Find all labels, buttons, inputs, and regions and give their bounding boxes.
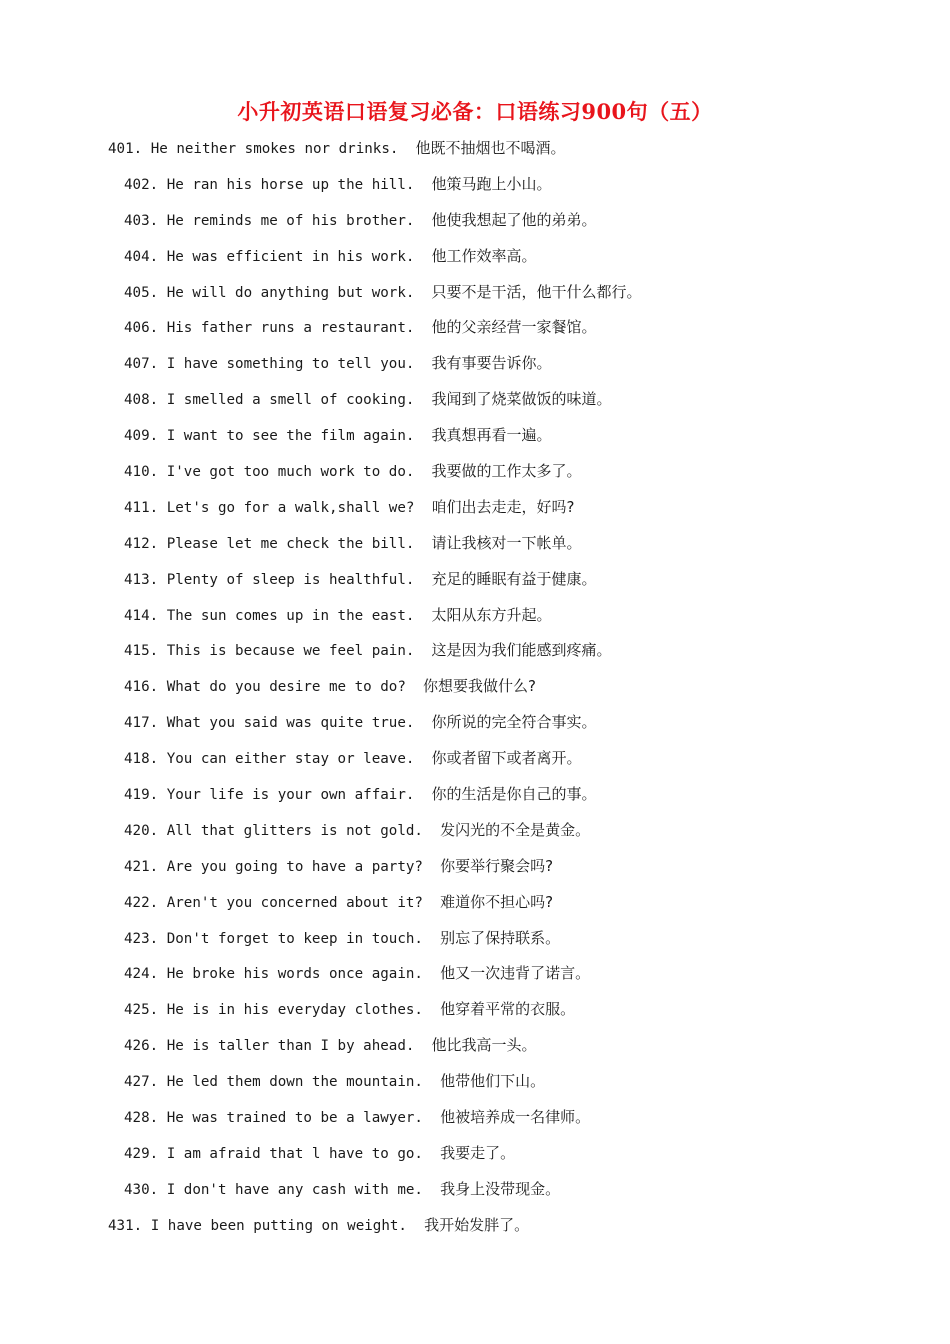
sentence-english: He will do anything but work. — [166, 284, 415, 301]
sentence-chinese: 他带他们下山。 — [440, 1072, 546, 1091]
sentence-row — [0, 995, 950, 1031]
sentence-english: What you said was quite true. — [166, 715, 415, 732]
sentence-english: He ran his horse up the hill. — [166, 176, 415, 193]
sentence-chinese: 你或者留下或者离开。 — [431, 749, 582, 768]
sentence-chinese: 他的父亲经营一家餐馆。 — [431, 318, 597, 337]
sentence-row — [0, 313, 950, 349]
sentence-number: 419. — [124, 787, 159, 804]
sentence-chinese: 他被培养成一名律师。 — [440, 1108, 591, 1127]
document-title: 小升初英语口语复习必备：口语练习900句（五） — [237, 99, 713, 124]
sentence-number: 421. — [124, 858, 159, 875]
sentence-chinese: 只要不是干活，他干什么都行。 — [431, 282, 642, 301]
sentence-row — [0, 1031, 950, 1067]
sentence-row — [0, 134, 950, 170]
sentence-english: He led them down the mountain. — [166, 1074, 423, 1091]
sentence-number: 415. — [124, 643, 159, 660]
sentence-chinese: 我真想再看一遍。 — [431, 426, 552, 445]
sentence-english: The sun comes up in the east. — [166, 607, 415, 624]
sentence-number: 429. — [124, 1145, 159, 1162]
sentence-chinese: 咱们出去走走，好吗? — [431, 497, 575, 516]
sentence-number: 406. — [124, 320, 159, 337]
sentence-number: 431. — [108, 1217, 143, 1234]
sentence-number: 430. — [124, 1181, 159, 1198]
sentence-number: 418. — [124, 751, 159, 768]
sentence-english: Let's go for a walk,shall we? — [166, 499, 415, 516]
sentence-number: 411. — [124, 499, 159, 516]
sentence-english: I have something to tell you. — [166, 356, 415, 373]
sentence-english: He is taller than I by ahead. — [166, 1038, 415, 1055]
sentence-row — [0, 1175, 950, 1211]
sentence-row — [0, 780, 950, 816]
sentence-row — [0, 852, 950, 888]
sentence-chinese: 你的生活是你自己的事。 — [431, 785, 597, 804]
sentence-number: 401. — [108, 141, 143, 157]
sentence-english: I've got too much work to do. — [166, 464, 415, 481]
sentence-row — [0, 278, 950, 314]
sentence-row — [0, 349, 950, 385]
sentence-number: 407. — [124, 356, 159, 373]
sentence-chinese: 发闪光的不全是黄金。 — [440, 820, 591, 839]
sentence-number: 412. — [124, 535, 159, 552]
sentence-english: What do you desire me to do? — [166, 679, 406, 696]
sentence-number: 428. — [124, 1110, 159, 1127]
sentence-english: Aren't you concerned about it? — [166, 894, 423, 911]
sentence-chinese: 你想要我做什么? — [422, 677, 536, 696]
sentence-english: He reminds me of his brother. — [166, 212, 415, 229]
sentence-row — [0, 924, 950, 960]
sentence-english: He was efficient in his work. — [166, 248, 415, 265]
sentence-english: I am afraid that l have to go. — [166, 1145, 423, 1162]
sentence-number: 408. — [124, 392, 159, 409]
sentence-list — [0, 134, 950, 1247]
sentence-number: 405. — [124, 284, 159, 301]
sentence-english: You can either stay or leave. — [166, 751, 415, 768]
sentence-row — [0, 421, 950, 457]
sentence-chinese: 我开始发胖了。 — [424, 1215, 530, 1234]
sentence-english: This is because we feel pain. — [166, 643, 415, 660]
sentence-chinese: 他策马跑上小山。 — [431, 174, 552, 193]
sentence-english: Don't forget to keep in touch. — [166, 930, 423, 947]
sentence-row — [0, 206, 950, 242]
sentence-chinese: 我闻到了烧菜做饭的味道。 — [431, 390, 612, 409]
sentence-chinese: 充足的睡眠有益于健康。 — [431, 569, 597, 588]
sentence-row — [0, 888, 950, 924]
sentence-chinese: 他穿着平常的衣服。 — [440, 1000, 576, 1019]
sentence-row — [0, 242, 950, 278]
sentence-english: Please let me check the bill. — [166, 535, 415, 552]
sentence-chinese: 难道你不担心吗? — [440, 892, 554, 911]
sentence-row — [0, 601, 950, 637]
sentence-english: Your life is your own affair. — [166, 787, 415, 804]
sentence-row — [0, 1067, 950, 1103]
sentence-chinese: 我要走了。 — [440, 1143, 516, 1162]
sentence-row — [0, 565, 950, 601]
sentence-number: 403. — [124, 212, 159, 229]
sentence-row — [0, 493, 950, 529]
sentence-number: 420. — [124, 822, 159, 839]
sentence-english: I don't have any cash with me. — [166, 1181, 423, 1198]
sentence-row — [0, 385, 950, 421]
sentence-english: I smelled a smell of cooking. — [166, 392, 415, 409]
sentence-english: Plenty of sleep is healthful. — [166, 571, 415, 588]
sentence-chinese: 我有事要告诉你。 — [431, 354, 552, 373]
sentence-number: 404. — [124, 248, 159, 265]
sentence-chinese: 他比我高一头。 — [431, 1036, 537, 1055]
sentence-english: He broke his words once again. — [166, 966, 423, 983]
sentence-row — [0, 959, 950, 995]
sentence-chinese: 我要做的工作太多了。 — [431, 462, 582, 481]
sentence-number: 410. — [124, 464, 159, 481]
sentence-chinese: 请让我核对一下帐单。 — [431, 533, 582, 552]
sentence-row — [0, 672, 950, 708]
sentence-number: 413. — [124, 571, 159, 588]
sentence-row — [0, 1211, 950, 1247]
sentence-english: He is in his everyday clothes. — [166, 1002, 423, 1019]
sentence-english: He was trained to be a lawyer. — [166, 1110, 423, 1127]
sentence-row — [0, 816, 950, 852]
sentence-number: 409. — [124, 428, 159, 445]
sentence-row — [0, 708, 950, 744]
sentence-number: 422. — [124, 894, 159, 911]
sentence-english: Are you going to have a party? — [166, 858, 423, 875]
sentence-row — [0, 1103, 950, 1139]
sentence-row — [0, 457, 950, 493]
sentence-number: 424. — [124, 966, 159, 983]
sentence-chinese: 他又一次违背了诺言。 — [440, 964, 591, 983]
sentence-chinese: 你所说的完全符合事实。 — [431, 713, 597, 732]
sentence-english: All that glitters is not gold. — [166, 822, 423, 839]
sentence-chinese: 他工作效率高。 — [431, 246, 537, 265]
sentence-chinese: 别忘了保持联系。 — [440, 928, 561, 947]
sentence-number: 423. — [124, 930, 159, 947]
sentence-english: I have been putting on weight. — [150, 1217, 407, 1234]
sentence-english: He neither smokes nor drinks. — [150, 141, 399, 157]
sentence-chinese: 我身上没带现金。 — [440, 1179, 561, 1198]
sentence-row — [0, 170, 950, 206]
sentence-chinese: 太阳从东方升起。 — [431, 605, 552, 624]
sentence-number: 402. — [124, 176, 159, 193]
sentence-number: 427. — [124, 1074, 159, 1091]
sentence-row — [0, 1139, 950, 1175]
sentence-number: 414. — [124, 607, 159, 624]
sentence-english: I want to see the film again. — [166, 428, 415, 445]
sentence-chinese: 这是因为我们能感到疼痛。 — [431, 641, 612, 660]
sentence-number: 425. — [124, 1002, 159, 1019]
sentence-number: 416. — [124, 679, 159, 696]
sentence-english: His father runs a restaurant. — [166, 320, 415, 337]
sentence-row — [0, 744, 950, 780]
sentence-chinese: 他使我想起了他的弟弟。 — [431, 210, 597, 229]
sentence-row — [0, 529, 950, 565]
sentence-number: 426. — [124, 1038, 159, 1055]
sentence-chinese: 他既不抽烟也不喝酒。 — [415, 139, 566, 157]
sentence-row — [0, 636, 950, 672]
sentence-chinese: 你要举行聚会吗? — [440, 856, 554, 875]
sentence-number: 417. — [124, 715, 159, 732]
